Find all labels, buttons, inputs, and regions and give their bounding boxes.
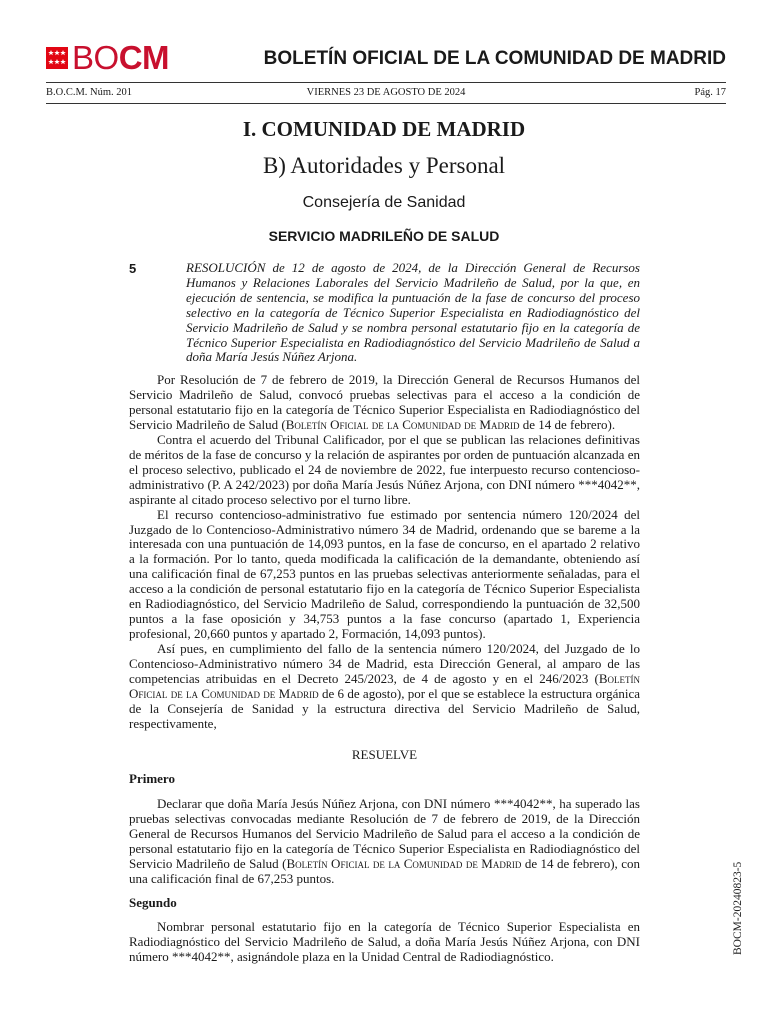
page-number: Pág. 17	[694, 87, 726, 98]
paragraph-1: Por Resolución de 7 de febrero de 2019, la Dirección General de Recursos Humanos del Servicio Madrileño de Salud, convocó pruebas selectivas para el acceso a la condición de personal estatutario fijo en la categoría de Técnico Superior Especialista en Radiodiagnóstico del Servicio Madrileño de Salud (Boletín Oficial de la Comunidad de Madrid de 14 de febrero).	[129, 372, 640, 432]
service-heading: SERVICIO MADRILEÑO DE SALUD	[268, 228, 500, 244]
paragraph-3: El recurso contencioso-administrativo fue estimado por sentencia número 120/2024 del Juzgado de lo Contencioso-Administrativo número 34 de Madrid, ordenando que se bareme a la interesada con una puntuación de 14,093 puntos, en la fase de concurso, en el apartado 2 relativo a la formación. Por lo tanto, queda modificada la calificación de la demandante, obteniendo así una calificación final de 67,253 puntos en las pruebas selectivas anteriormente señaladas, para el acceso a la condición de personal estatutario fijo en la categoría de Técnico Superior Especialista en Radiodiagnóstico, del Servicio Madrileño de Salud, correspondiendo la puntuación de 32,500 puntos a la fase oposición y 34,753 puntos a la fase concurso (apartado 1, Experiencia profesional, 20,660 puntos y apartado 2, Formación, 14,093 puntos).	[129, 506, 640, 642]
issue-date: VIERNES 23 DE AGOSTO DE 2024	[306, 87, 466, 98]
document-code: BOCM-20240823-5	[732, 861, 744, 955]
resuelve-heading: RESUELVE	[351, 746, 418, 762]
paragraph-6: Nombrar personal estatutario fijo en la categoría de Técnico Superior Especialista en Radiodiagnóstico del Servicio Madrileño de Salud, a doña María Jesús Núñez Arjona, con DNI número ***4042**, asignándole plaza en la Unidad Central de Radiodiagnóstico.	[129, 919, 640, 965]
subheading-segundo: Segundo	[129, 894, 177, 910]
subheading-primero: Primero	[129, 770, 175, 786]
madrid-stars-icon	[46, 47, 68, 69]
department-heading: Consejería de Sanidad	[302, 194, 466, 211]
logo-text-cm: CM	[118, 39, 170, 76]
paragraph-4: Así pues, en cumplimiento del fallo de la sentencia número 120/2024, del Juzgado de lo Contencioso-Administrativo número 34 de Madrid, esta Dirección General, al amparo de las competencias atribuidas en el Decreto 245/2023, de 4 de agosto y en el 246/2023 (Boletín Oficial de la Comunidad de Madrid de 6 de agosto), por el que se establece la estructura orgánica de la Consejería de Sanidad y la estructura directiva del Servicio Madrileño de Salud, respectivamente,	[129, 641, 641, 731]
paragraph-2: Contra el acuerdo del Tribunal Calificador, por el que se publican las relaciones definitivas de méritos de la fase de concurso y la relación de aspirantes por orden de puntuación alcanzada en el proceso selectivo, publicado el 24 de noviembre de 2022, fue interpuesto recurso contencioso-administrativo (P. A 242/2023) por doña María Jesús Núñez Arjona, con DNI número ***4042**, aspirante al citado proceso selectivo por el turno libre.	[129, 431, 640, 507]
bulletin-header	[46, 40, 726, 78]
logo-text-bo: BO	[72, 39, 119, 76]
paragraph-5: Declarar que doña María Jesús Núñez Arjona, con DNI número ***4042**, ha superado las pruebas selectivas convocadas mediante Resolución de 7 de febrero de 2019, de la Dirección General de Recursos Humanos del Servicio Madrileño de Salud para el acceso a la condición de personal estatutario fijo en la categoría de Técnico Superior Especialista en Radiodiagnóstico del Servicio Madrileño de Salud (Boletín Oficial de la Comunidad de Madrid de 14 de febrero), con una calificación final de 67,253 puntos.	[129, 795, 640, 886]
resolution-summary: RESOLUCIÓN de 12 de agosto de 2024, de la Dirección General de Recursos Humanos y Relaciones Laborales del Servicio Madrileño de Salud, por la que, en ejecución de sentencia, se modifica la puntuación de la fase de concurso del proceso selectivo en la categoría de Técnico Superior Especialista en Radiodiagnóstico del Servicio Madrileño de Salud y se nombra personal estatutario fijo en la categoría de Técnico Superior Especialista en Radiodiagnóstico del Servicio Madrileño de Salud a doña María Jesús Núñez Arjona.	[186, 260, 640, 365]
header-rule-top	[46, 82, 726, 83]
section-heading-1: I. COMUNIDAD DE MADRID	[242, 117, 526, 141]
header-rule-bottom	[46, 103, 726, 104]
document-body	[129, 373, 640, 965]
resolution-number: 5	[129, 261, 137, 276]
issue-meta	[46, 87, 726, 101]
issue-number: B.O.C.M. Núm. 201	[46, 87, 133, 98]
section-heading-2: B) Autoridades y Personal	[262, 153, 506, 178]
bocm-logo	[46, 40, 169, 76]
bulletin-title: BOLETÍN OFICIAL DE LA COMUNIDAD DE MADRID	[263, 48, 726, 69]
